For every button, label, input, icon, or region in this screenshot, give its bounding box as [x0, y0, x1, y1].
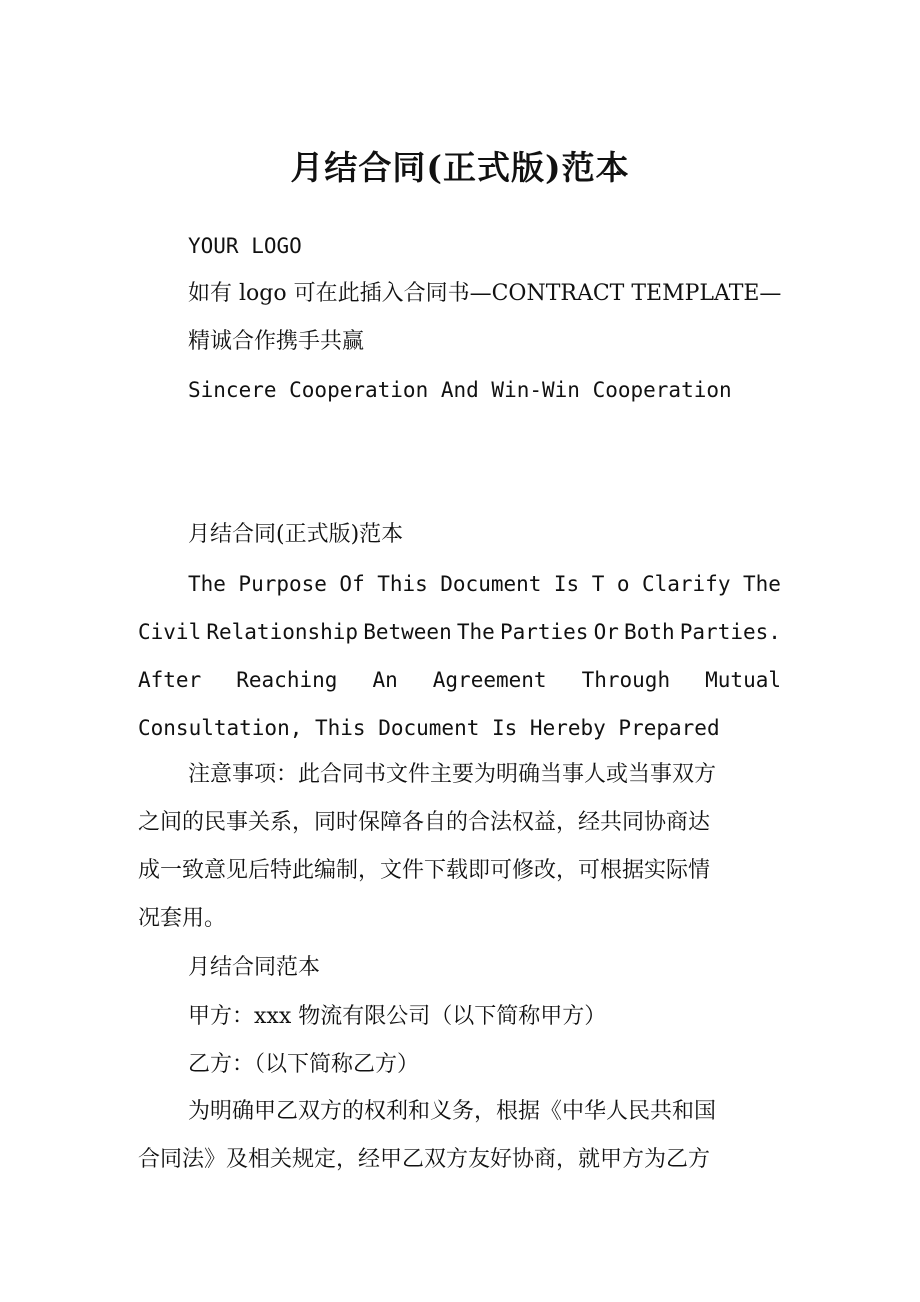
slogan-chinese: 精诚合作携手共赢 [188, 329, 365, 354]
party-a: 甲方：xxx 物流有限公司（以下简称甲方） [188, 1004, 607, 1029]
body-line-2: 合同法》及相关规定，经甲乙双方友好协商，就甲方为乙方 [138, 1147, 711, 1172]
word: T [591, 572, 605, 596]
word: The [742, 572, 781, 596]
word: Reaching [236, 668, 338, 692]
section-title: 月结合同(正式版)范本 [188, 522, 404, 547]
slogan-english: Sincere Cooperation And Win-Win Cooperation [188, 378, 732, 402]
word: Of [339, 572, 365, 596]
notice-line-4: 况套用。 [138, 906, 227, 931]
body-line-1: 为明确甲乙双方的权利和义务，根据《中华人民共和国 [188, 1099, 717, 1124]
purpose-line-1 [188, 569, 781, 599]
word: This [377, 572, 428, 596]
word: o [616, 572, 630, 596]
contract-name: 月结合同范本 [188, 955, 321, 980]
word: Is [553, 572, 580, 596]
word: Clarify [641, 572, 731, 596]
word: The [188, 572, 226, 596]
logo-insert-note: 如有 logo 可在此插入合同书—CONTRACT TEMPLATE— [188, 281, 782, 306]
word: Purpose [238, 572, 327, 596]
purpose-line-2 [138, 617, 781, 647]
notice-line-3: 成一致意见后特此编制，文件下载即可修改，可根据实际情 [138, 858, 711, 883]
word: Parties. [679, 620, 781, 644]
word: Civil [138, 620, 202, 644]
word: Document [440, 572, 542, 596]
word: Or [593, 620, 619, 644]
purpose-line-4: Consultation, This Document Is Hereby Prepared [138, 716, 720, 740]
notice-line-1: 注意事项：此合同书文件主要为明确当事人或当事双方 [188, 762, 717, 787]
word: An [372, 668, 398, 692]
logo-placeholder-text: YOUR LOGO [188, 234, 302, 258]
word: Mutual [705, 668, 781, 692]
word: Through [581, 668, 671, 692]
word: Between [363, 620, 452, 644]
word: After [138, 668, 202, 692]
word: Agreement [432, 668, 547, 692]
word: The [456, 620, 495, 644]
notice-line-2: 之间的民事关系，同时保障各自的合法权益，经共同协商达 [138, 810, 711, 835]
purpose-line-3 [138, 665, 781, 695]
word: Relationship [206, 620, 359, 644]
party-b: 乙方：（以下简称乙方） [188, 1052, 420, 1077]
word: Both [624, 620, 675, 644]
word: Parties [499, 620, 589, 644]
document-title: 月结合同(正式版)范本 [290, 148, 630, 187]
